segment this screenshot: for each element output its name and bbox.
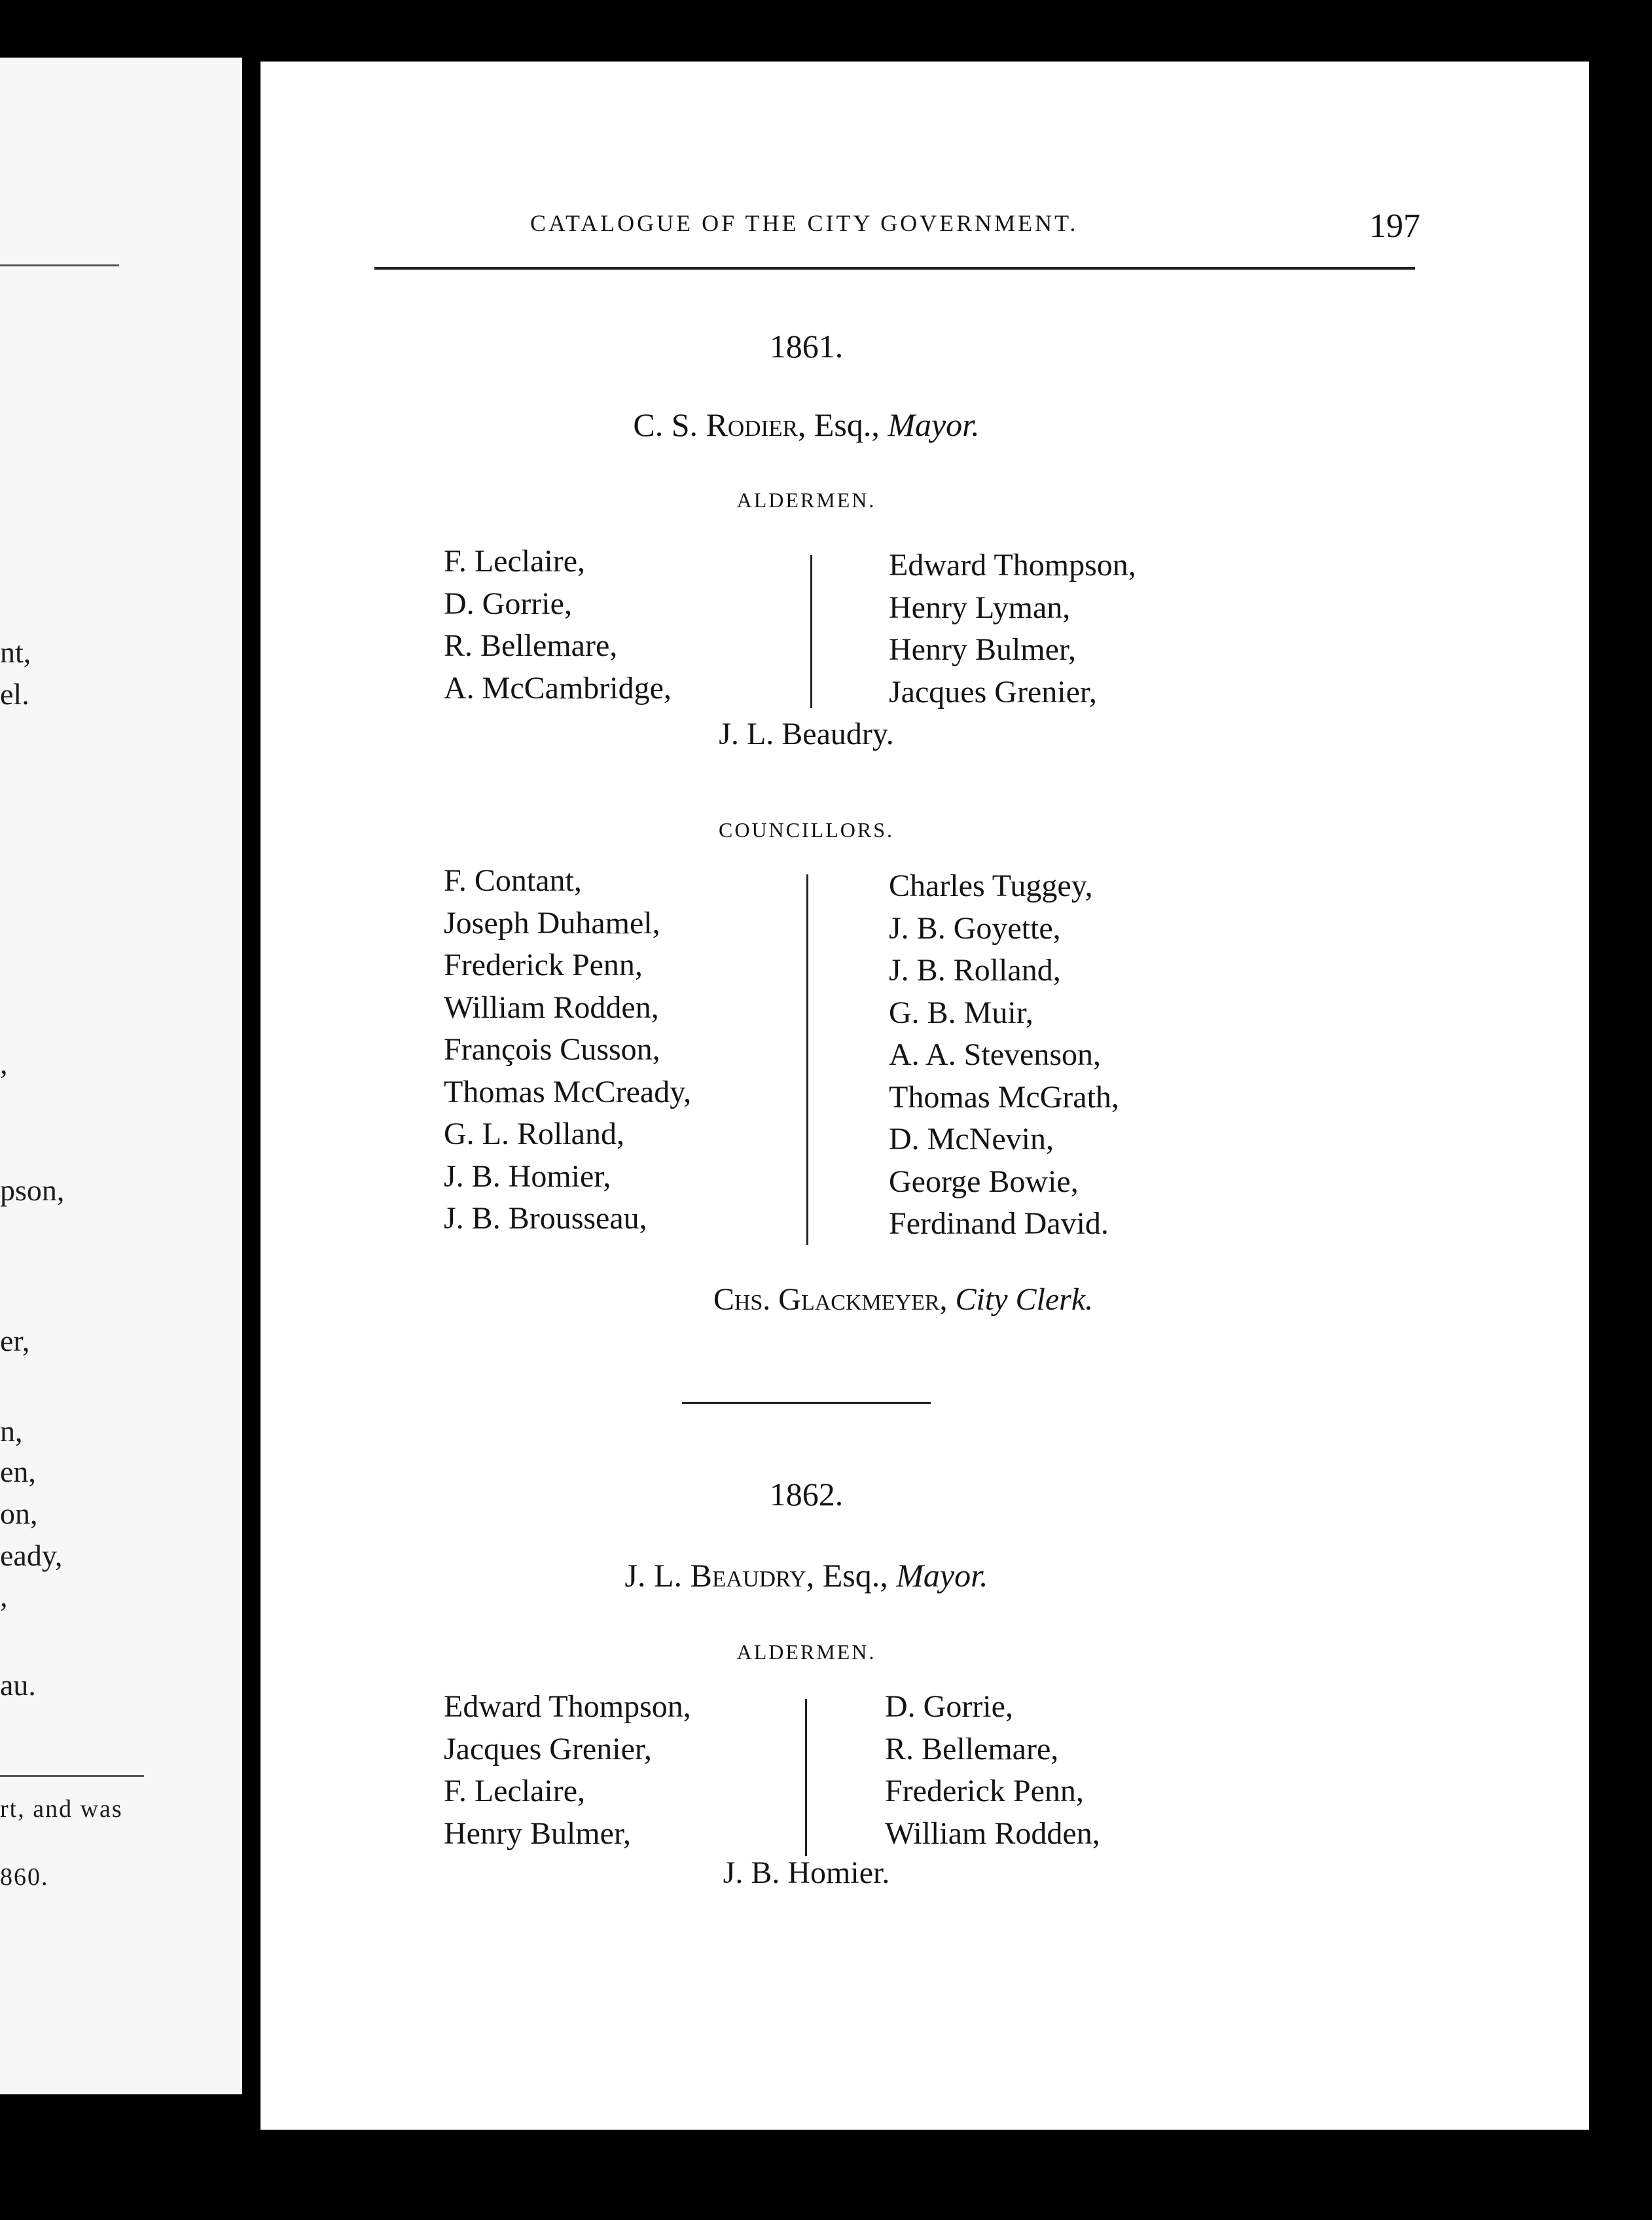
mayor-name: Rodier xyxy=(706,406,798,443)
mayor-esq: , Esq., xyxy=(806,1557,897,1594)
alderman-name: D. Gorrie, xyxy=(444,586,572,621)
councillors-left-column-1861 xyxy=(444,860,691,1240)
mayor-initials: J. L. xyxy=(624,1557,691,1594)
mayor-name: Beaudry xyxy=(690,1557,806,1594)
councillor-name: Charles Tuggey, xyxy=(889,868,1093,903)
councillor-name: J. B. Rolland, xyxy=(889,953,1061,988)
mayor-title: Mayor. xyxy=(896,1557,988,1594)
councillor-name: J. B. Goyette, xyxy=(889,910,1061,946)
page-number: 197 xyxy=(1369,207,1420,245)
column-divider xyxy=(805,1699,807,1856)
left-page-text: eady, xyxy=(0,1539,63,1572)
councillor-name: G. L. Rolland, xyxy=(444,1117,624,1151)
councillor-name: J. B. Homier, xyxy=(444,1158,611,1194)
aldermen-label-1862: ALDERMEN. xyxy=(736,1640,876,1664)
running-title: CATALOGUE OF THE CITY GOVERNMENT. xyxy=(530,210,1079,236)
column-divider xyxy=(806,874,808,1245)
left-page-text: on, xyxy=(0,1497,38,1530)
city-clerk-name: Chs. Glackmeyer xyxy=(713,1282,940,1317)
alderman-name-final: J. L. Beaudry. xyxy=(719,717,894,751)
city-clerk-separator: , xyxy=(939,1282,956,1317)
left-page-text: , xyxy=(0,1047,8,1080)
left-page-fragment xyxy=(0,58,242,2094)
councillor-name: G. B. Muir, xyxy=(889,995,1033,1030)
alderman-name: R. Bellemare, xyxy=(885,1731,1059,1766)
alderman-name: Jacques Grenier, xyxy=(889,674,1097,709)
left-page-footnote-text: rt, and was xyxy=(0,1795,123,1823)
section-separator-rule xyxy=(682,1402,931,1404)
left-page-top-rule xyxy=(0,264,119,266)
alderman-name: Edward Thompson, xyxy=(444,1689,691,1724)
alderman-name: F. Leclaire, xyxy=(444,544,586,579)
left-page-footnote-text: 860. xyxy=(0,1863,49,1891)
left-page-text: n, xyxy=(0,1414,23,1448)
left-page-text: er, xyxy=(0,1324,30,1357)
aldermen-left-column-1862 xyxy=(444,1686,691,1855)
header-rule xyxy=(374,267,1415,270)
councillor-name: A. A. Stevenson, xyxy=(889,1037,1101,1072)
city-clerk-line xyxy=(471,1281,1335,1317)
mayor-title: Mayor. xyxy=(888,406,980,443)
mayor-line-1862 xyxy=(374,1556,1238,1594)
column-divider xyxy=(810,555,812,708)
alderman-name: William Rodden, xyxy=(885,1816,1100,1851)
alderman-name: F. Leclaire, xyxy=(444,1774,586,1808)
alderman-name: Henry Bulmer, xyxy=(444,1816,632,1851)
aldermen-label-1861: ALDERMEN. xyxy=(736,488,876,512)
alderman-name: Edward Thompson, xyxy=(889,548,1136,582)
mayor-line-1861 xyxy=(374,406,1238,444)
left-page-text: en, xyxy=(0,1455,36,1488)
left-page-text: , xyxy=(0,1579,8,1613)
mayor-initials: C. S. xyxy=(633,406,706,443)
aldermen-right-column-1861 xyxy=(889,545,1136,713)
alderman-name: Henry Lyman, xyxy=(889,590,1071,625)
councillors-label-1861: COUNCILLORS. xyxy=(718,818,894,842)
alderman-name: R. Bellemare, xyxy=(444,628,618,663)
alderman-name: Henry Bulmer, xyxy=(889,632,1077,667)
councillor-name: William Rodden, xyxy=(444,990,659,1025)
section-year-1861: 1861. xyxy=(769,328,844,365)
alderman-name-final: J. B. Homier. xyxy=(723,1855,890,1890)
left-page-text: el. xyxy=(0,677,29,711)
left-page-text: nt, xyxy=(0,636,31,669)
section-year-1862: 1862. xyxy=(769,1476,844,1513)
aldermen-right-column-1862 xyxy=(885,1686,1100,1855)
councillor-name: Ferdinand David. xyxy=(889,1206,1109,1241)
councillors-right-column-1861 xyxy=(889,865,1119,1245)
councillor-name: D. McNevin, xyxy=(889,1122,1054,1156)
councillor-name: J. B. Brousseau, xyxy=(444,1201,647,1236)
alderman-name: Frederick Penn, xyxy=(885,1774,1084,1808)
alderman-name: A. McCambridge, xyxy=(444,670,672,706)
mayor-esq: , Esq., xyxy=(797,406,888,443)
councillor-name: Thomas McGrath, xyxy=(889,1079,1119,1115)
councillor-name: Joseph Duhamel, xyxy=(444,905,660,940)
alderman-name: Jacques Grenier, xyxy=(444,1731,652,1766)
city-clerk-title: City Clerk. xyxy=(955,1282,1094,1317)
councillor-name: François Cusson, xyxy=(444,1032,660,1067)
alderman-name: D. Gorrie, xyxy=(885,1689,1013,1724)
left-page-footnote-rule xyxy=(0,1775,144,1777)
councillor-name: Thomas McCready, xyxy=(444,1074,692,1109)
aldermen-left-column-1861 xyxy=(444,541,672,709)
left-page-text: au. xyxy=(0,1668,36,1702)
left-page-text: pson, xyxy=(0,1173,65,1207)
councillor-name: Frederick Penn, xyxy=(444,948,643,982)
councillor-name: George Bowie, xyxy=(889,1164,1079,1199)
councillor-name: F. Contant, xyxy=(444,863,582,898)
